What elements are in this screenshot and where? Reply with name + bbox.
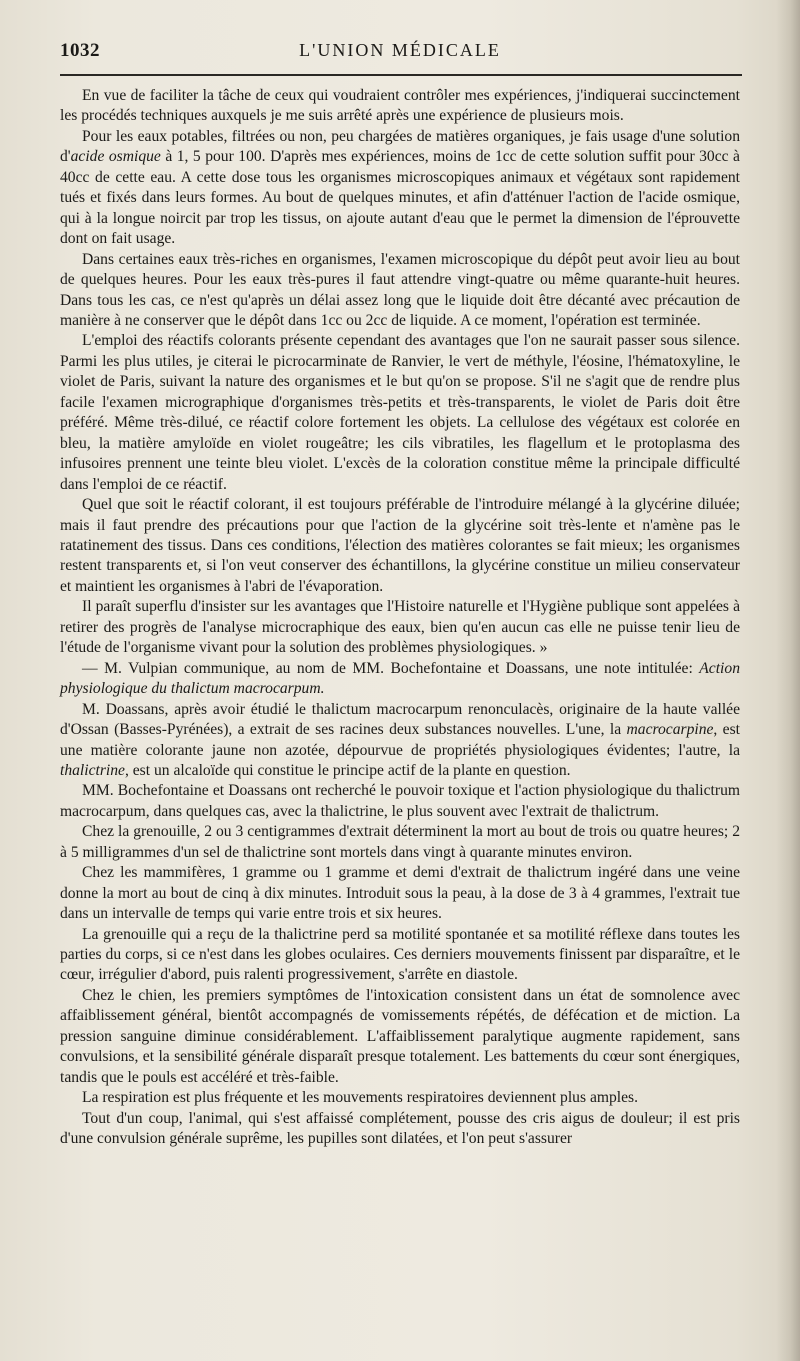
paragraph-text: Chez les mammifères, 1 gramme ou 1 gramme et demi d'extrait de thalictrum ingéré dans une veine donne la mort au bout de cinq à dix minutes. Introduit sous la peau, à la dose de 3 à 4 grammes, l'extrait tue dans un intervalle de temps qui varie entre trois et six heures. (60, 864, 740, 923)
paragraph (60, 1088, 740, 1108)
paragraph (60, 925, 740, 986)
paragraph-text: Il paraît superflu d'insister sur les avantages que l'Histoire naturelle et l'Hygiène publique sont appelées à retirer des progrès de l'analyse microcraphique des eaux, bien qu'en aucun cas elle ne puisse tenir lieu de l'étude de l'organisme vivant pour la solution des problèmes physiologiques. » (60, 598, 740, 657)
italic-text: macrocarpine (626, 721, 714, 739)
running-title: L'UNION MÉDICALE (299, 40, 501, 60)
paragraph-text: Pour les eaux potables, filtrées ou non, peu chargées de matières organiques, je fais usage d'une solution d' (60, 127, 740, 166)
article-body (60, 86, 740, 1150)
paragraph (60, 331, 740, 495)
paragraph-text: La grenouille qui a reçu de la thalictrine perd sa motilité spontanée et sa motilité réflexe dans toutes les parties du corps, si ce n'est dans les globes oculaires. Ces derniers mouvements finissent par disparaître, et le cœur, irrégulier d'abord, puis ralenti progressivement, s'arrête en diastole. (60, 925, 740, 984)
header-rule (60, 74, 742, 76)
paragraph-text: MM. Bochefontaine et Doassans ont recherché le pouvoir toxique et l'action physiologique du thalictrum macrocarpum, dans quelques cas, avec la thalictrine, le plus souvent avec l'extrait de thalictrum. (60, 782, 740, 820)
paragraph-text: , est une matière colorante jaune non azotée, dépourvue de propriétés physiologiques évidentes; l'autre, la (60, 721, 740, 759)
page-fold-shadow (776, 0, 800, 1361)
italic-text: thalictrine (60, 761, 125, 779)
paragraph-text: Chez le chien, les premiers symptômes de l'intoxication consistent dans un état de somnolence avec affaiblissement général, bientôt accompagnés de vomissements répétés, de défécation et de miction. La pression sanguine diminue considérablement. L'affaiblissement paralytique augmente rapidement, sans convulsions, et la sensibilité générale disparaît presque totalement. Les battements du cœur sont énergiques, tandis que le pouls est accéléré et très-faible. (60, 986, 740, 1086)
paragraph (60, 986, 740, 1088)
paragraph (60, 863, 740, 924)
paragraph-text: La respiration est plus fréquente et les mouvements respiratoires deviennent plus amples. (82, 1089, 639, 1107)
paragraph (60, 700, 740, 782)
italic-text: Action physiologique du thalictum macrocarpum. (60, 659, 740, 698)
italic-text: acide osmique (70, 148, 161, 166)
page-header (60, 36, 740, 62)
paragraph (60, 822, 740, 863)
paragraph (60, 597, 740, 658)
paragraph (60, 86, 740, 127)
paragraph (60, 250, 740, 332)
paragraph-text: Quel que soit le réactif colorant, il est toujours préférable de l'introduire mélangé à la glycérine diluée; mais il faut prendre des précautions pour que l'action de la glycérine soit très-lente et n'amène pas le ratatinement des tissus. Dans ces conditions, l'élection des matières colorantes se fait mieux; les organismes restent transparents et, si l'on veut conserver des échantillons, la glycérine constitue un milieu conservateur et maintient les organismes à l'abri de l'évaporation. (60, 496, 740, 595)
paragraph (60, 1109, 740, 1150)
paragraph-text: à 1, 5 pour 100. D'après mes expériences, moins de 1cc de cette solution suffit pour 30cc à 40cc de cette eau. A cette dose tous les organismes microscopiques animaux et végétaux sont rapidement tués et fixés dans leurs formes. Au bout de quelques minutes, et afin d'atténuer l'action de l'acide osmique, qui à la longue noircit par trop les tissus, on ajoute autant d'eau que le permet la dimension de l'éprouvette dont on fait usage. (60, 148, 740, 248)
paragraph (60, 495, 740, 597)
paragraph (60, 659, 740, 700)
paragraph-text: — M. Vulpian communique, au nom de MM. Bochefontaine et Doassans, une note intitulée: (82, 659, 700, 677)
paragraph (60, 781, 740, 822)
paragraph-text: En vue de faciliter la tâche de ceux qui voudraient contrôler mes expériences, j'indiquerai succinctement les procédés techniques auxquels je me suis arrêté après une expérience de plusieurs mois. (60, 87, 740, 125)
paragraph-text: Tout d'un coup, l'animal, qui s'est affaissé complétement, pousse des cris aigus de douleur; il est pris d'une convulsion générale suprême, les pupilles sont dilatées, et l'on peut s'assurer (60, 1109, 740, 1148)
paragraph-text: M. Doassans, après avoir étudié le thalictum macrocarpum renonculacès, originaire de la haute vallée d'Ossan (Basses-Pyrénées), a extrait de ses racines deux substances nouvelles. L'une, la (60, 700, 740, 739)
paragraph-text: Dans certaines eaux très-riches en organismes, l'examen microscopique du dépôt peut avoir lieu au bout de quelques heures. Pour les eaux très-pures il faut attendre vingt-quatre ou même quarante-huit heures. Dans tous les cas, ce n'est qu'après un délai assez long que le liquide doit être décanté avec précaution de manière à ne conserver que le dépôt dans 1cc ou 2cc de liquide. A ce moment, l'opération est terminée. (60, 250, 740, 329)
paragraph-text: Chez la grenouille, 2 ou 3 centigrammes d'extrait déterminent la mort au bout de trois ou quatre heures; 2 à 5 milligrammes d'un sel de thalictrine sont mortels dans vingt à quarante minutes environ. (60, 823, 740, 861)
page-number: 1032 (60, 40, 100, 61)
paragraph-text: , est un alcaloïde qui constitue le principe actif de la plante en question. (124, 761, 571, 779)
paragraph (60, 127, 740, 250)
paragraph-text: L'emploi des réactifs colorants présente cependant des avantages que l'on ne saurait passer sous silence. Parmi les plus utiles, je citerai le picrocarminate de Ranvier, le vert de méthyle, l'éosine, l'hématoxyline, le violet de Paris, suivant la nature des organismes et le but qu'on se propose. S'il ne s'agit que de rendre plus facile l'examen micrographique d'organismes très-petits et très-transparents, le violet de Paris doit être préféré. Même très-dilué, ce réactif colore fortement les objets. La cellulose des végétaux est colorée en bleu, la matière amyloïde en violet rougeâtre; les cils vibratiles, les flagellum et le protoplasma des infusoires prennent une teinte bleu violet. L'excès de la coloration constitue même la principale difficulté dans l'emploi de ce réactif. (60, 332, 740, 493)
